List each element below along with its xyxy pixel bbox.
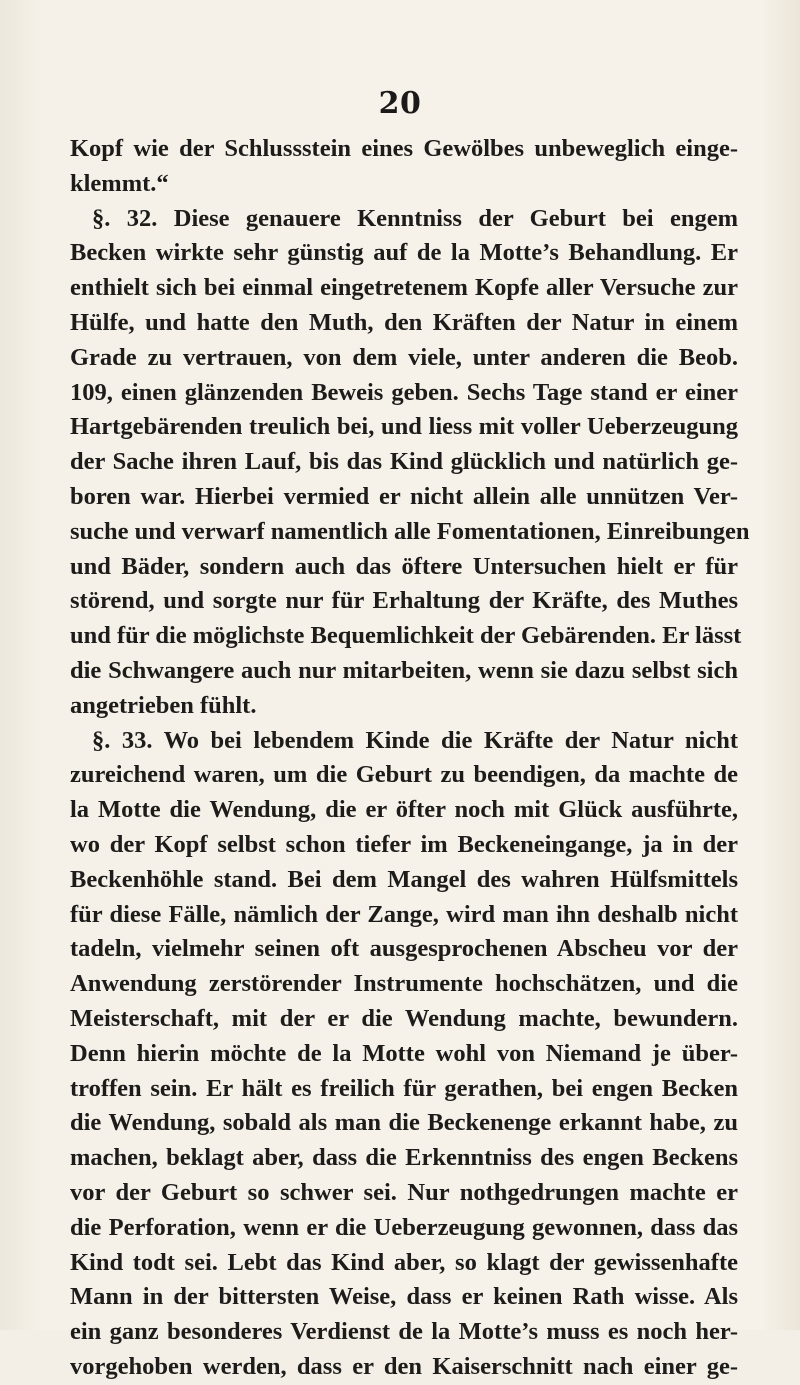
text-line: störend, und sorgte nur für Erhaltung der Kräfte, des Muthes xyxy=(70,587,738,615)
text-line: la Motte die Wendung, die er öfter noch mit Glück ausführte, xyxy=(70,796,738,824)
text-line: und für die möglichste Bequemlichkeit der Gebärenden. Er lässt xyxy=(70,622,742,650)
text-line: die Perforation, wenn er die Ueberzeugung gewonnen, dass das xyxy=(70,1213,738,1241)
text-line: §. 32. Diese genauere Kenntniss der Geburt bei engem xyxy=(92,204,738,232)
text-line: Meisterschaft, mit der er die Wendung machte, bewundern. xyxy=(70,1004,738,1032)
text-line: §. 33. Wo bei lebendem Kinde die Kräfte der Natur nicht xyxy=(92,726,738,754)
text-line: zureichend waren, um die Geburt zu beendigen, da machte de xyxy=(70,761,738,789)
text-line: tadeln, vielmehr seinen oft ausgesprochenen Abscheu vor der xyxy=(70,935,738,963)
text-line: der Sache ihren Lauf, bis das Kind glücklich und natürlich ge- xyxy=(70,448,738,476)
text-line: suche und verwarf namentlich alle Fomentationen, Einreibungen xyxy=(70,517,750,545)
text-line: Beckenhöhle stand. Bei dem Mangel des wahren Hülfsmittels xyxy=(70,865,738,893)
text-line: machen, beklagt aber, dass die Erkenntniss des engen Beckens xyxy=(70,1144,738,1172)
text-line: klemmt.“ xyxy=(70,169,169,197)
page-number: 20 xyxy=(378,86,422,121)
text-line: und Bäder, sondern auch das öftere Untersuchen hielt er für xyxy=(70,552,738,580)
text-line: Hülfe, und hatte den Muth, den Kräften der Natur in einem xyxy=(70,308,738,336)
text-line: Hartgebärenden treulich bei, und liess mit voller Ueberzeugung xyxy=(70,413,738,441)
text-line: Anwendung zerstörender Instrumente hochschätzen, und die xyxy=(70,970,738,998)
text-line: troffen sein. Er hält es freilich für gerathen, bei engen Becken xyxy=(70,1074,738,1102)
text-line: enthielt sich bei einmal eingetretenem Kopfe aller Versuche zur xyxy=(70,274,738,302)
text-line: ein ganz besonderes Verdienst de la Motte’s muss es noch her- xyxy=(70,1318,738,1346)
text-line: vorgehoben werden, dass er den Kaiserschnitt nach einer ge- xyxy=(70,1352,738,1380)
text-line: angetrieben fühlt. xyxy=(70,691,257,719)
text-line: Denn hierin möchte de la Motte wohl von Niemand je über- xyxy=(70,1039,738,1067)
text-line: Kind todt sei. Lebt das Kind aber, so klagt der gewissenhafte xyxy=(70,1248,738,1276)
text-line: die Schwangere auch nur mitarbeiten, wenn sie dazu selbst sich xyxy=(70,656,738,684)
text-line: Grade zu vertrauen, von dem viele, unter anderen die Beob. xyxy=(70,343,738,371)
text-line: die Wendung, sobald als man die Beckenenge erkannt habe, zu xyxy=(70,1109,738,1137)
text-line: für diese Fälle, nämlich der Zange, wird man ihn deshalb nicht xyxy=(70,900,738,928)
text-line: wo der Kopf selbst schon tiefer im Beckeneingange, ja in der xyxy=(70,830,738,858)
text-line: Mann in der bittersten Weise, dass er keinen Rath wisse. Als xyxy=(70,1283,738,1311)
text-line: boren war. Hierbei vermied er nicht allein alle unnützen Ver- xyxy=(70,482,738,510)
body-text xyxy=(70,132,750,1385)
text-line: 109, einen glänzenden Beweis geben. Sechs Tage stand er einer xyxy=(70,378,738,406)
text-line: Becken wirkte sehr günstig auf de la Motte’s Behandlung. Er xyxy=(70,239,738,267)
text-line: Kopf wie der Schlussstein eines Gewölbes unbeweglich einge- xyxy=(70,135,738,162)
text-line: vor der Geburt so schwer sei. Nur nothgedrungen machte er xyxy=(70,1178,738,1206)
